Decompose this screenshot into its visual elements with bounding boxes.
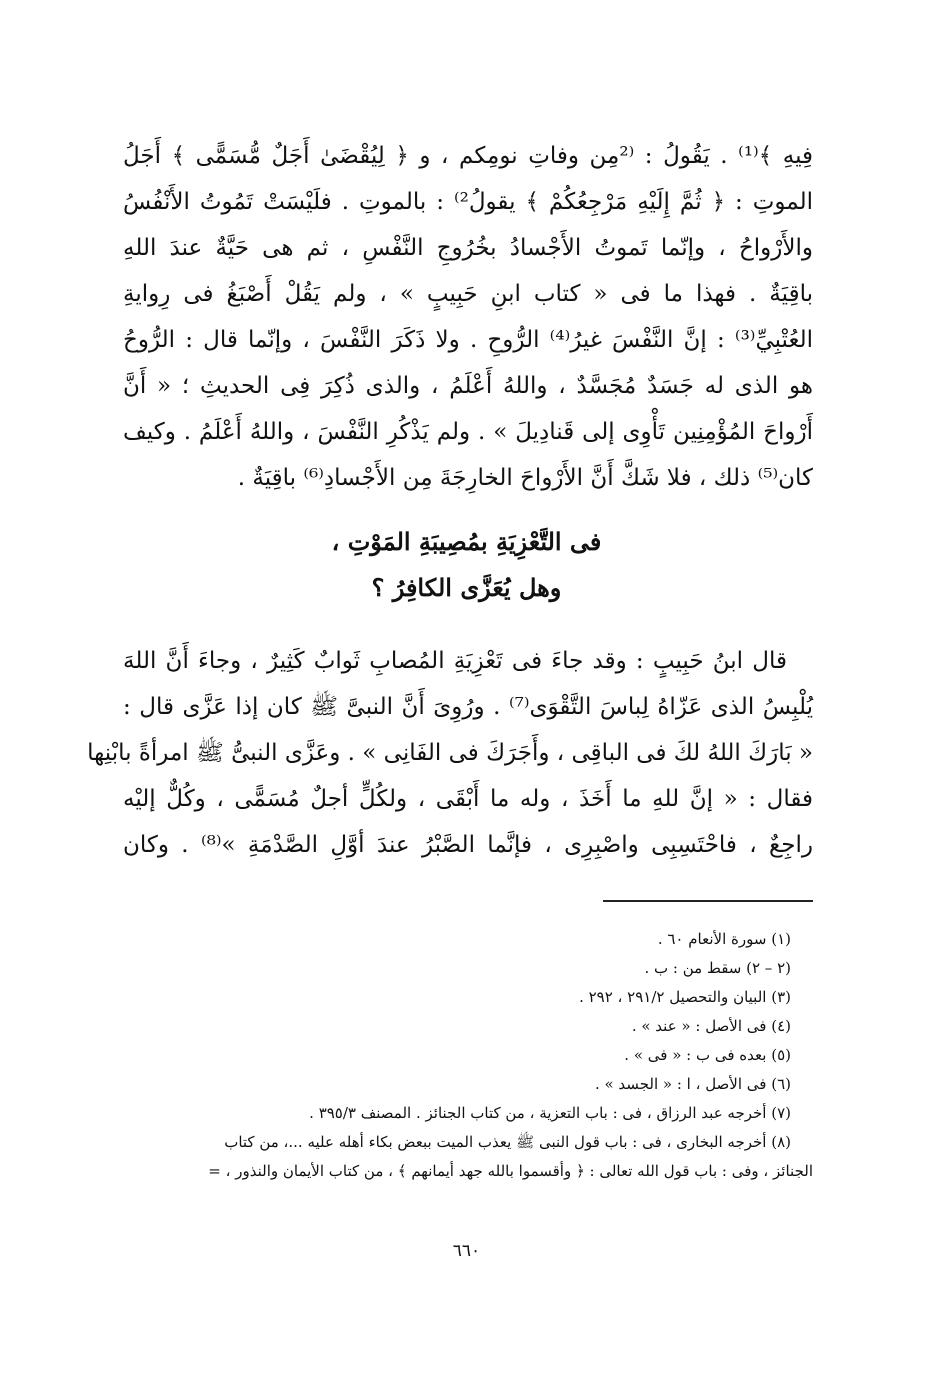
paragraph-1-line: والأَرْواحُ ، وإنّما تَموتُ الأَجْسادُ بخُرُوجِ النَّفْسِ ، ثم هى حَيَّةٌ عندَ اللهِ [123,235,813,261]
paragraph-2-line: قال ابنُ حَبِيبٍ : وقد جاءَ فى تَعْزِيَةِ المُصابِ ثَوابٌ كَثِيرٌ ، وجاءَ أَنَّ اللهَ [123,648,787,674]
footnote: (٣) البيان والتحصيل ٢٩١/٢ ، ٢٩٢ . [579,988,791,1006]
paragraph-2-line: يُلْبِسُ الذى عَزّاهُ لِباسَ التَّقْوَى⁽⁷⁾ . ورُوِىَ أَنَّ النبىَّ ﷺ كان إذا عَزَّى قال : [123,694,813,720]
paragraph-2 [87,638,814,868]
paragraph-2-line: فقال : « إنَّ للهِ ما أَخَذَ ، وله ما أَبْقَى ، ولكُلٍّ أجلٌ مُسَمًّى ، وكُلٌّ إليْه [123,786,813,812]
footnote: (٥) بعده فى ب : « فى » . [624,1046,791,1064]
paragraph-1-line: كان⁽⁵⁾ ذلك ، فلا شَكَّ أَنَّ الأَرْواحَ الخارِجَةَ مِن الأَجْسادِ⁽⁶⁾ باقِيَةٌ . [237,465,813,491]
footnote: (٨) أخرجه البخارى ، فى : باب قول النبى ﷺ يعذب الميت ببعض بكاء أهله عليه ...، من كتاب [224,1133,791,1151]
heading-line-1: فى التَّعْزِيَةِ بمُصِيبَةِ المَوْتِ ، [331,527,602,556]
paragraph-2-line: « بَارَكَ اللهُ لكَ فى الباقِى ، وأَجَرَكَ فى الفَانِى » . وعَزَّى النبىُّ ﷺ امرأةً بابْنِها [87,740,813,766]
page-number: ٦٦٠ [452,1241,481,1261]
paragraph-1-line: فِيهِ ﴾⁽¹⁾ . يَقُولُ : ⁽²مِن وفاتِ نومِكم ، و ﴿ لِيُقْضَىٰ أَجَلٌ مُّسَمًّى ﴾ أَجَلُ [123,143,813,169]
paragraph-1-line: العُتْبِيِّ⁽³⁾ : إنَّ النَّفْسَ غيرُ⁽⁴⁾ الرُّوحِ . ولا ذَكَرَ النَّفْسَ ، وإنّما قال : الرُّوحُ [123,327,813,353]
section-heading [0,519,933,611]
footnote: الجنائز ، وفى : باب قول الله تعالى : ﴿ وأقسموا بالله جهد أيمانهم ﴾ ، من كتاب الأيمان والنذور ، = [208,1162,813,1180]
paragraph-2-line: راجِعٌ ، فاحْتَسِبِى واصْبِرِى ، فإنَّما الصَّبْرُ عندَ أوَّلِ الصَّدْمَةِ »⁽⁸⁾ . وكان [123,832,814,858]
paragraph-1-line: الموتِ : ﴿ ثُمَّ إِلَيْهِ مَرْجِعُكُمْ ﴾ يقولُ²⁾ : بالموتِ . فلَيْسَتْ تَمُوتُ الأَنْفُسُ [123,189,813,215]
footnote: (١) سورة الأنعام ٦٠ . [657,930,791,948]
paragraph-1-line: أَرْواحَ المُؤْمِنِين تَأْوِى إلى قَنادِيلَ » . ولم يَذْكُرِ النَّفْسَ ، واللهُ أَعْلَمُ . وكيف [123,419,813,445]
footnotes [123,925,813,1186]
paragraph-1 [123,133,813,501]
heading-line-2: وهل يُعَزَّى الكافِرُ ؟ [371,573,562,602]
footnote: (٢ – ٢) سقط من : ب . [644,959,791,977]
paragraph-1-line: باقِيَةٌ . فهذا ما فى « كتاب ابنِ حَبِيبٍ » ، ولم يَقُلْ أَصْبَغُ فى رِوايةِ [123,281,813,307]
footnote: (٧) أخرجه عبد الرزاق ، فى : باب التعزية ، من كتاب الجنائز . المصنف ٣٩٥/٣ . [309,1104,791,1122]
footnote: (٤) فى الأصل : « عند » . [631,1017,791,1035]
footnote-separator [603,900,813,902]
paragraph-1-line: هو الذى له جَسَدٌ مُجَسَّدٌ ، واللهُ أَعْلَمُ ، والذى ذُكِرَ فِى الحديثِ ؛ « أَنَّ [123,373,813,399]
footnote: (٦) فى الأصل ، ا : « الجسد » . [594,1075,791,1093]
